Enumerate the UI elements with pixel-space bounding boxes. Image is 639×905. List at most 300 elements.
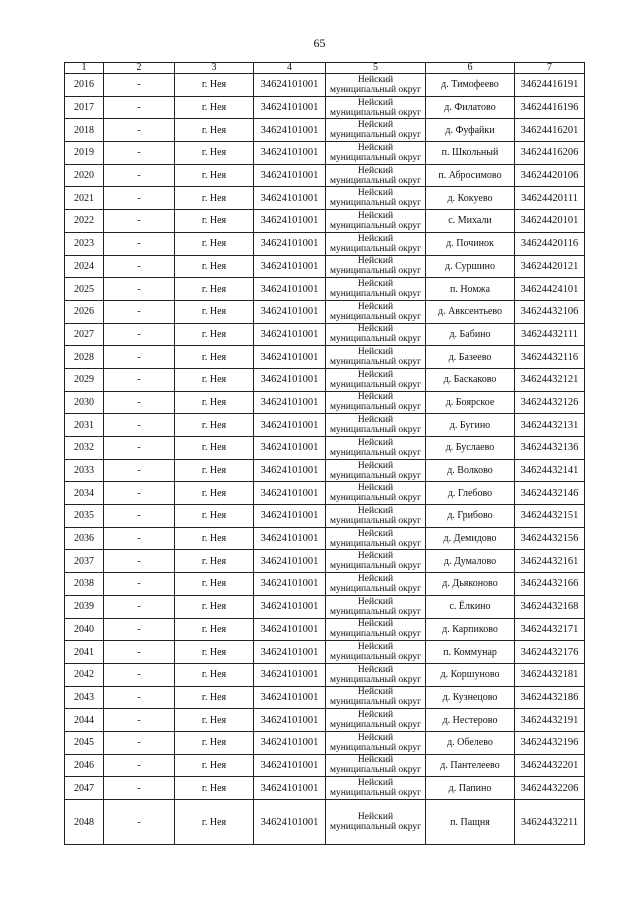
table-cell: г. Нея — [175, 731, 254, 754]
table-row — [65, 618, 585, 641]
table-cell: д. Фуфайки — [426, 119, 515, 142]
table-cell: г. Нея — [175, 414, 254, 437]
table-row — [65, 777, 585, 800]
table-cell: 34624101001 — [254, 437, 326, 460]
table-cell: 34624101001 — [254, 800, 326, 845]
table-cell: г. Нея — [175, 164, 254, 187]
table-cell: г. Нея — [175, 573, 254, 596]
header-cell: 6 — [426, 63, 515, 74]
table-cell: 2022 — [65, 210, 104, 233]
table-cell — [326, 505, 426, 528]
table-cell: г. Нея — [175, 119, 254, 142]
table-cell: - — [104, 255, 175, 278]
table-cell: 34624101001 — [254, 618, 326, 641]
table-cell: - — [104, 731, 175, 754]
table-row — [65, 482, 585, 505]
table-cell: г. Нея — [175, 527, 254, 550]
table-cell: 2024 — [65, 255, 104, 278]
table-cell: 34624432171 — [515, 618, 585, 641]
table-cell: д. Буслаево — [426, 437, 515, 460]
table-row — [65, 96, 585, 119]
district-type: муниципальный округ — [329, 130, 422, 141]
district-type: муниципальный округ — [329, 697, 422, 708]
table-cell: - — [104, 391, 175, 414]
table-cell: 34624432191 — [515, 709, 585, 732]
district-name: Нейский — [357, 74, 394, 85]
district-type: муниципальный округ — [329, 629, 422, 640]
table-cell: 34624101001 — [254, 731, 326, 754]
district-name: Нейский — [357, 528, 394, 539]
table-row — [65, 232, 585, 255]
header-cell: 5 — [326, 63, 426, 74]
table-cell: д. Думалово — [426, 550, 515, 573]
table-cell: 2045 — [65, 731, 104, 754]
district-type: муниципальный округ — [329, 220, 422, 231]
table-cell: г. Нея — [175, 74, 254, 97]
table-row — [65, 527, 585, 550]
table-cell — [326, 232, 426, 255]
table-cell: 34624101001 — [254, 754, 326, 777]
table-cell: 2028 — [65, 346, 104, 369]
district-name: Нейский — [357, 120, 394, 131]
district-name: Нейский — [357, 188, 394, 199]
table-row — [65, 641, 585, 664]
header-row — [65, 63, 585, 74]
district-type: муниципальный округ — [329, 334, 422, 345]
table-cell: 2020 — [65, 164, 104, 187]
table-cell: - — [104, 663, 175, 686]
table-cell: 34624432131 — [515, 414, 585, 437]
table-row — [65, 709, 585, 732]
table-cell — [326, 527, 426, 550]
table-cell: - — [104, 187, 175, 210]
district-type: муниципальный округ — [329, 652, 422, 663]
table-cell: г. Нея — [175, 641, 254, 664]
district-name: Нейский — [357, 573, 394, 584]
table-cell: 34624416196 — [515, 96, 585, 119]
table-cell: 34624101001 — [254, 74, 326, 97]
district-name: Нейский — [357, 347, 394, 358]
table-cell: 34624101001 — [254, 255, 326, 278]
table-cell: 2046 — [65, 754, 104, 777]
district-name: Нейский — [357, 324, 394, 335]
table-row — [65, 459, 585, 482]
table-cell: 34624101001 — [254, 777, 326, 800]
table-cell: д. Тимофеево — [426, 74, 515, 97]
table-cell — [326, 800, 426, 845]
district-type: муниципальный округ — [329, 822, 422, 832]
table-cell: 34624101001 — [254, 414, 326, 437]
table-cell: 34624101001 — [254, 300, 326, 323]
table-cell: - — [104, 232, 175, 255]
district-type: муниципальный округ — [329, 175, 422, 186]
table-cell: 34624432196 — [515, 731, 585, 754]
district-type: муниципальный округ — [329, 198, 422, 209]
table-cell: 34624101001 — [254, 346, 326, 369]
table-cell: 34624101001 — [254, 641, 326, 664]
table-cell: г. Нея — [175, 323, 254, 346]
header-cell: 2 — [104, 63, 175, 74]
table-cell: г. Нея — [175, 368, 254, 391]
table-cell — [326, 96, 426, 119]
table-cell: - — [104, 142, 175, 165]
table-row — [65, 119, 585, 142]
table-cell — [326, 709, 426, 732]
table-cell: 34624432211 — [515, 800, 585, 845]
table-cell: г. Нея — [175, 550, 254, 573]
table-cell: - — [104, 323, 175, 346]
table-cell: 34624420116 — [515, 232, 585, 255]
table-cell: 34624101001 — [254, 96, 326, 119]
district-type: муниципальный округ — [329, 538, 422, 549]
table-cell: 34624101001 — [254, 686, 326, 709]
table-cell: - — [104, 346, 175, 369]
table-cell: 34624432111 — [515, 323, 585, 346]
table-row — [65, 754, 585, 777]
table-cell: - — [104, 119, 175, 142]
table-cell: 34624101001 — [254, 187, 326, 210]
table-cell: 34624416206 — [515, 142, 585, 165]
table-cell — [326, 391, 426, 414]
district-type: муниципальный округ — [329, 357, 422, 368]
table-cell — [326, 686, 426, 709]
table-cell: д. Бабино — [426, 323, 515, 346]
table-cell — [326, 459, 426, 482]
table-cell: г. Нея — [175, 754, 254, 777]
table-cell: - — [104, 210, 175, 233]
table-cell: - — [104, 505, 175, 528]
district-type: муниципальный округ — [329, 402, 422, 413]
table-cell: 2021 — [65, 187, 104, 210]
table-cell: 2023 — [65, 232, 104, 255]
table-cell: - — [104, 709, 175, 732]
table-cell: 2037 — [65, 550, 104, 573]
district-type: муниципальный округ — [329, 742, 422, 753]
table-cell: 2018 — [65, 119, 104, 142]
table-cell: п. Школьный — [426, 142, 515, 165]
table-cell: г. Нея — [175, 187, 254, 210]
district-name: Нейский — [357, 619, 394, 630]
table-cell: 2036 — [65, 527, 104, 550]
table-cell: 34624101001 — [254, 232, 326, 255]
district-name: Нейский — [357, 392, 394, 403]
table-cell: 34624101001 — [254, 323, 326, 346]
table-cell — [326, 595, 426, 618]
table-cell: г. Нея — [175, 300, 254, 323]
table-cell — [326, 119, 426, 142]
table-cell: 34624101001 — [254, 278, 326, 301]
header-cell: 4 — [254, 63, 326, 74]
table-cell: г. Нея — [175, 459, 254, 482]
table-cell: г. Нея — [175, 777, 254, 800]
district-name: Нейский — [357, 483, 394, 494]
district-name: Нейский — [357, 687, 394, 698]
district-name: Нейский — [357, 301, 394, 312]
table-cell: 34624101001 — [254, 391, 326, 414]
table-cell: 34624432161 — [515, 550, 585, 573]
table-cell: г. Нея — [175, 595, 254, 618]
table-cell: 34624101001 — [254, 595, 326, 618]
table-row — [65, 368, 585, 391]
table-cell: - — [104, 74, 175, 97]
table-cell: 2029 — [65, 368, 104, 391]
district-type: муниципальный округ — [329, 561, 422, 572]
table-cell: д. Баскаково — [426, 368, 515, 391]
district-type: муниципальный округ — [329, 720, 422, 731]
table-cell: г. Нея — [175, 278, 254, 301]
table-cell — [326, 618, 426, 641]
table-cell: 34624101001 — [254, 210, 326, 233]
table-cell — [326, 278, 426, 301]
table-cell: 34624432106 — [515, 300, 585, 323]
table-cell: 34624420101 — [515, 210, 585, 233]
table-cell: 34624101001 — [254, 459, 326, 482]
table-cell — [326, 754, 426, 777]
table-row — [65, 731, 585, 754]
table-cell: 34624432166 — [515, 573, 585, 596]
district-name: Нейский — [357, 664, 394, 675]
district-type: муниципальный округ — [329, 674, 422, 685]
table-cell — [326, 437, 426, 460]
table-cell: г. Нея — [175, 391, 254, 414]
table-cell: 34624101001 — [254, 573, 326, 596]
header-cell: 3 — [175, 63, 254, 74]
table-row — [65, 346, 585, 369]
table-cell: 34624432141 — [515, 459, 585, 482]
district-type: муниципальный округ — [329, 425, 422, 436]
table-cell: д. Пантелеево — [426, 754, 515, 777]
table-row — [65, 142, 585, 165]
table-cell: г. Нея — [175, 346, 254, 369]
table-cell: 34624101001 — [254, 142, 326, 165]
table-cell: - — [104, 300, 175, 323]
table-cell: г. Нея — [175, 618, 254, 641]
table-row — [65, 210, 585, 233]
table-cell: - — [104, 800, 175, 845]
district-name: Нейский — [357, 256, 394, 267]
table-cell: п. Абросимово — [426, 164, 515, 187]
district-type: муниципальный округ — [329, 152, 422, 163]
table-cell: 2017 — [65, 96, 104, 119]
table-cell: - — [104, 641, 175, 664]
table-cell: - — [104, 459, 175, 482]
table-cell: 2030 — [65, 391, 104, 414]
table-row — [65, 164, 585, 187]
table-cell — [326, 368, 426, 391]
table-cell: 34624101001 — [254, 482, 326, 505]
table-cell: г. Нея — [175, 663, 254, 686]
table-cell: д. Дьяконово — [426, 573, 515, 596]
district-name: Нейский — [357, 505, 394, 516]
table-cell — [326, 550, 426, 573]
table-cell: 34624101001 — [254, 550, 326, 573]
table-cell: с. Михали — [426, 210, 515, 233]
table-cell: г. Нея — [175, 800, 254, 845]
table-cell: 34624101001 — [254, 164, 326, 187]
table-row — [65, 550, 585, 573]
table-row — [65, 800, 585, 845]
table-cell: п. Пащня — [426, 800, 515, 845]
table-cell: 2042 — [65, 663, 104, 686]
table-cell — [326, 663, 426, 686]
table-cell: 2025 — [65, 278, 104, 301]
district-name: Нейский — [357, 596, 394, 607]
district-type: муниципальный округ — [329, 493, 422, 504]
table-cell: 34624432116 — [515, 346, 585, 369]
district-name: Нейский — [357, 460, 394, 471]
table-cell: 34624432181 — [515, 663, 585, 686]
table-cell: д. Коршуново — [426, 663, 515, 686]
table-cell: г. Нея — [175, 96, 254, 119]
table-cell: д. Филатово — [426, 96, 515, 119]
table-cell: 2033 — [65, 459, 104, 482]
table-cell: 2047 — [65, 777, 104, 800]
table-cell: - — [104, 618, 175, 641]
district-type: муниципальный округ — [329, 289, 422, 300]
district-type: муниципальный округ — [329, 447, 422, 458]
table-cell: 34624416191 — [515, 74, 585, 97]
table-cell: 2019 — [65, 142, 104, 165]
settlements-table — [64, 62, 585, 845]
table-cell: 34624432136 — [515, 437, 585, 460]
table-cell — [326, 777, 426, 800]
table-cell: 2031 — [65, 414, 104, 437]
table-row — [65, 255, 585, 278]
district-type: муниципальный округ — [329, 583, 422, 594]
table-cell: с. Ёлкино — [426, 595, 515, 618]
header-cell: 1 — [65, 63, 104, 74]
district-type: муниципальный округ — [329, 788, 422, 799]
table-row — [65, 595, 585, 618]
table-cell — [326, 573, 426, 596]
table-cell: д. Демидово — [426, 527, 515, 550]
table-cell: 2048 — [65, 800, 104, 845]
table-cell: д. Нестерово — [426, 709, 515, 732]
district-name: Нейский — [357, 551, 394, 562]
table-cell: - — [104, 777, 175, 800]
table-cell: - — [104, 550, 175, 573]
district-name: Нейский — [357, 778, 394, 789]
table-cell: д. Базеево — [426, 346, 515, 369]
table-cell: 2034 — [65, 482, 104, 505]
table-cell: - — [104, 482, 175, 505]
table-cell: 2027 — [65, 323, 104, 346]
table-cell: - — [104, 368, 175, 391]
page-number: 65 — [313, 36, 326, 50]
district-type: муниципальный округ — [329, 107, 422, 118]
table-cell: 2035 — [65, 505, 104, 528]
table-row — [65, 391, 585, 414]
table-cell — [326, 255, 426, 278]
table-row — [65, 323, 585, 346]
table-cell — [326, 74, 426, 97]
district-name: Нейский — [357, 165, 394, 176]
table-cell: 34624420106 — [515, 164, 585, 187]
table-cell: д. Глебово — [426, 482, 515, 505]
table-cell: - — [104, 164, 175, 187]
district-name: Нейский — [357, 732, 394, 743]
table-cell: 34624432126 — [515, 391, 585, 414]
table-row — [65, 686, 585, 709]
table-cell: 2043 — [65, 686, 104, 709]
table-cell: 34624432186 — [515, 686, 585, 709]
table-cell: г. Нея — [175, 505, 254, 528]
table-row — [65, 414, 585, 437]
table-cell: 2044 — [65, 709, 104, 732]
table-cell: г. Нея — [175, 142, 254, 165]
table-cell: д. Обелево — [426, 731, 515, 754]
district-name: Нейский — [357, 642, 394, 653]
table-cell: 34624432151 — [515, 505, 585, 528]
table-cell: - — [104, 573, 175, 596]
district-type: муниципальный округ — [329, 379, 422, 390]
table-cell: д. Кокуево — [426, 187, 515, 210]
table-row — [65, 74, 585, 97]
table-cell: 2041 — [65, 641, 104, 664]
table-row — [65, 187, 585, 210]
table-cell — [326, 346, 426, 369]
table-cell: 2032 — [65, 437, 104, 460]
table-cell: д. Волково — [426, 459, 515, 482]
table-cell — [326, 731, 426, 754]
table-cell — [326, 323, 426, 346]
table-cell: д. Грибово — [426, 505, 515, 528]
table-cell — [326, 300, 426, 323]
table-cell: 34624101001 — [254, 368, 326, 391]
district-type: муниципальный округ — [329, 515, 422, 526]
table-cell: 2016 — [65, 74, 104, 97]
table-cell: 34624420121 — [515, 255, 585, 278]
header-cell: 7 — [515, 63, 585, 74]
district-type: муниципальный округ — [329, 266, 422, 277]
table-cell: г. Нея — [175, 210, 254, 233]
table-row — [65, 300, 585, 323]
district-name: Нейский — [357, 415, 394, 426]
table-cell: д. Папино — [426, 777, 515, 800]
table-cell — [326, 414, 426, 437]
table-cell: 34624101001 — [254, 505, 326, 528]
district-type: муниципальный округ — [329, 243, 422, 254]
table-cell: д. Карпиково — [426, 618, 515, 641]
table-cell: 34624416201 — [515, 119, 585, 142]
district-type: муниципальный округ — [329, 84, 422, 95]
district-name: Нейский — [357, 710, 394, 721]
table-cell: 34624424101 — [515, 278, 585, 301]
table-cell: г. Нея — [175, 232, 254, 255]
table-cell: 34624101001 — [254, 527, 326, 550]
district-name: Нейский — [357, 812, 394, 822]
table-cell — [326, 187, 426, 210]
table-cell: 34624432121 — [515, 368, 585, 391]
table-cell: д. Починок — [426, 232, 515, 255]
table-cell: д. Авксентьево — [426, 300, 515, 323]
district-type: муниципальный округ — [329, 606, 422, 617]
table-cell: г. Нея — [175, 255, 254, 278]
table-cell: 34624432206 — [515, 777, 585, 800]
table-cell — [326, 142, 426, 165]
table-row — [65, 278, 585, 301]
table-cell: - — [104, 414, 175, 437]
table-cell: 2040 — [65, 618, 104, 641]
table-cell: - — [104, 527, 175, 550]
district-name: Нейский — [357, 369, 394, 380]
table-cell: д. Боярское — [426, 391, 515, 414]
table-cell: п. Номжа — [426, 278, 515, 301]
table-cell: г. Нея — [175, 482, 254, 505]
table-cell — [326, 164, 426, 187]
table-cell: д. Кузнецово — [426, 686, 515, 709]
table-cell: г. Нея — [175, 437, 254, 460]
